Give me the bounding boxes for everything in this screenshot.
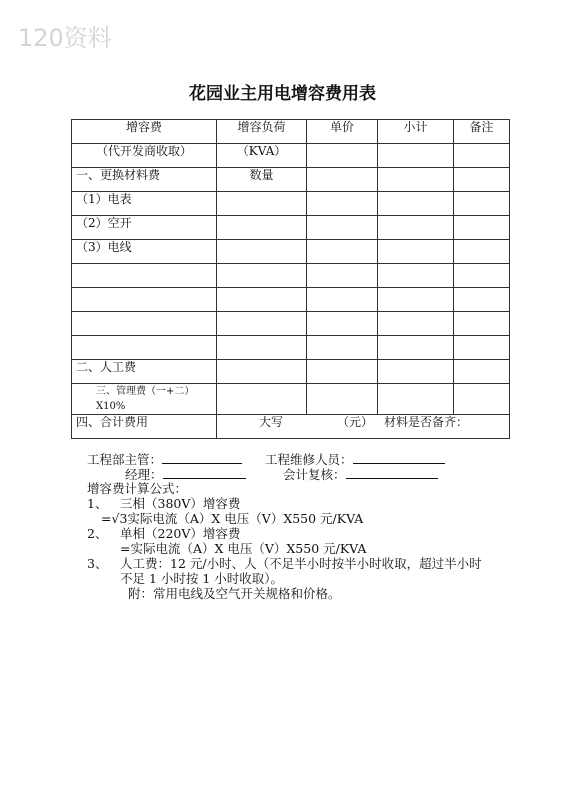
kva-unit: （KVA） xyxy=(217,144,307,168)
table-cell[interactable] xyxy=(307,288,378,312)
table-cell[interactable] xyxy=(72,264,217,288)
table-cell[interactable] xyxy=(72,288,217,312)
table-cell[interactable] xyxy=(454,384,510,415)
table-cell[interactable] xyxy=(454,360,510,384)
table-cell[interactable] xyxy=(454,336,510,360)
table-cell[interactable] xyxy=(454,144,510,168)
table-cell[interactable] xyxy=(307,240,378,264)
item-switch: （2）空开 xyxy=(72,216,217,240)
document-title: 花园业主用电增容费用表 xyxy=(189,84,376,104)
table-row xyxy=(72,415,510,439)
table-cell[interactable] xyxy=(378,312,454,336)
table-cell[interactable] xyxy=(378,360,454,384)
formula-item1-number: 1、 xyxy=(87,496,108,511)
manager-line[interactable] xyxy=(163,466,246,479)
formula-item1-formula: =√3实际电流（A）X 电压（V）X550 元/KVA xyxy=(101,511,364,526)
table-cell[interactable] xyxy=(378,288,454,312)
management-label: 三、管理费（一+二）X10% xyxy=(72,384,217,415)
dept-head-label: 工程部主管： xyxy=(87,452,163,467)
table-cell[interactable] xyxy=(217,288,307,312)
table-cell[interactable] xyxy=(378,264,454,288)
table-cell[interactable] xyxy=(454,240,510,264)
table-row xyxy=(72,312,510,336)
table-row xyxy=(72,240,510,264)
accounting-line[interactable] xyxy=(346,466,438,479)
collect-label: （代开发商收取） xyxy=(72,144,217,168)
material-label: 一、更换材料费 xyxy=(72,168,217,192)
table-cell[interactable] xyxy=(217,336,307,360)
table-cell[interactable] xyxy=(217,312,307,336)
table-cell[interactable] xyxy=(454,312,510,336)
table-row xyxy=(72,360,510,384)
repair-staff-label: 工程维修人员： xyxy=(265,452,353,467)
item-wire: （3）电线 xyxy=(72,240,217,264)
formula-note: 附：常用电线及空气开关规格和价格。 xyxy=(128,586,341,601)
table-cell[interactable] xyxy=(378,240,454,264)
table-row xyxy=(72,168,510,192)
formula-item1-title: 三相（380V）增容费 xyxy=(120,496,241,511)
repair-staff-line[interactable] xyxy=(353,451,445,464)
fee-table xyxy=(71,119,510,439)
table-cell[interactable] xyxy=(454,192,510,216)
total-unit-label: （元） xyxy=(337,415,374,429)
formula-item3-line2: 不足 1 小时按 1 小时收取）。 xyxy=(120,571,284,586)
table-row xyxy=(72,216,510,240)
accounting-signature xyxy=(283,465,438,483)
item-meter: （1）电表 xyxy=(72,192,217,216)
accounting-label: 会计复核： xyxy=(283,467,346,482)
table-cell[interactable] xyxy=(72,312,217,336)
table-cell[interactable] xyxy=(307,168,378,192)
formula-item2-number: 2、 xyxy=(87,526,108,541)
table-cell[interactable] xyxy=(378,384,454,415)
table-row xyxy=(72,192,510,216)
table-cell[interactable] xyxy=(307,360,378,384)
table-cell[interactable] xyxy=(217,192,307,216)
table-row xyxy=(72,336,510,360)
table-cell[interactable] xyxy=(307,384,378,415)
table-cell[interactable] xyxy=(454,288,510,312)
table-cell[interactable] xyxy=(72,336,217,360)
table-cell[interactable] xyxy=(378,336,454,360)
material-check-label: 材料是否备齐： xyxy=(384,415,469,429)
manager-label: 经理： xyxy=(125,467,163,482)
table-row xyxy=(72,288,510,312)
header-fee: 增容费 xyxy=(72,120,217,144)
watermark: 120资料 xyxy=(18,24,112,52)
quantity-label: 数量 xyxy=(217,168,307,192)
table-cell[interactable] xyxy=(454,168,510,192)
header-unit-price: 单价 xyxy=(307,120,378,144)
formula-item2-formula: =实际电流（A）X 电压（V）X550 元/KVA xyxy=(120,541,367,556)
header-subtotal: 小计 xyxy=(378,120,454,144)
header-load: 增容负荷 xyxy=(217,120,307,144)
formula-item3-line1: 人工费：12 元/小时、人（不足半小时按半小时收取，超过半小时 xyxy=(120,556,482,571)
table-cell[interactable] xyxy=(378,144,454,168)
table-cell[interactable] xyxy=(307,264,378,288)
table-cell[interactable] xyxy=(378,168,454,192)
formula-heading: 增容费计算公式： xyxy=(87,481,188,496)
header-remarks: 备注 xyxy=(454,120,510,144)
dept-head-line[interactable] xyxy=(162,451,242,464)
table-cell[interactable] xyxy=(217,360,307,384)
table-cell[interactable] xyxy=(307,144,378,168)
total-upper-label: 大写 xyxy=(259,415,284,429)
formula-item2-title: 单相（220V）增容费 xyxy=(120,526,241,541)
table-cell[interactable] xyxy=(454,264,510,288)
table-cell[interactable] xyxy=(307,336,378,360)
table-row xyxy=(72,264,510,288)
total-label: 四、合计费用 xyxy=(72,415,217,439)
table-cell[interactable] xyxy=(217,264,307,288)
table-row xyxy=(72,384,510,415)
table-cell[interactable] xyxy=(217,384,307,415)
table-cell[interactable] xyxy=(378,192,454,216)
formula-item3-number: 3、 xyxy=(87,556,108,571)
table-cell[interactable] xyxy=(307,312,378,336)
table-cell[interactable] xyxy=(378,216,454,240)
table-header-row xyxy=(72,120,510,144)
table-cell[interactable] xyxy=(217,240,307,264)
table-cell[interactable] xyxy=(217,216,307,240)
table-row xyxy=(72,144,510,168)
labor-label: 二、人工费 xyxy=(72,360,217,384)
table-cell[interactable] xyxy=(454,216,510,240)
table-cell[interactable] xyxy=(307,216,378,240)
table-cell[interactable] xyxy=(307,192,378,216)
total-cell[interactable] xyxy=(217,415,510,439)
